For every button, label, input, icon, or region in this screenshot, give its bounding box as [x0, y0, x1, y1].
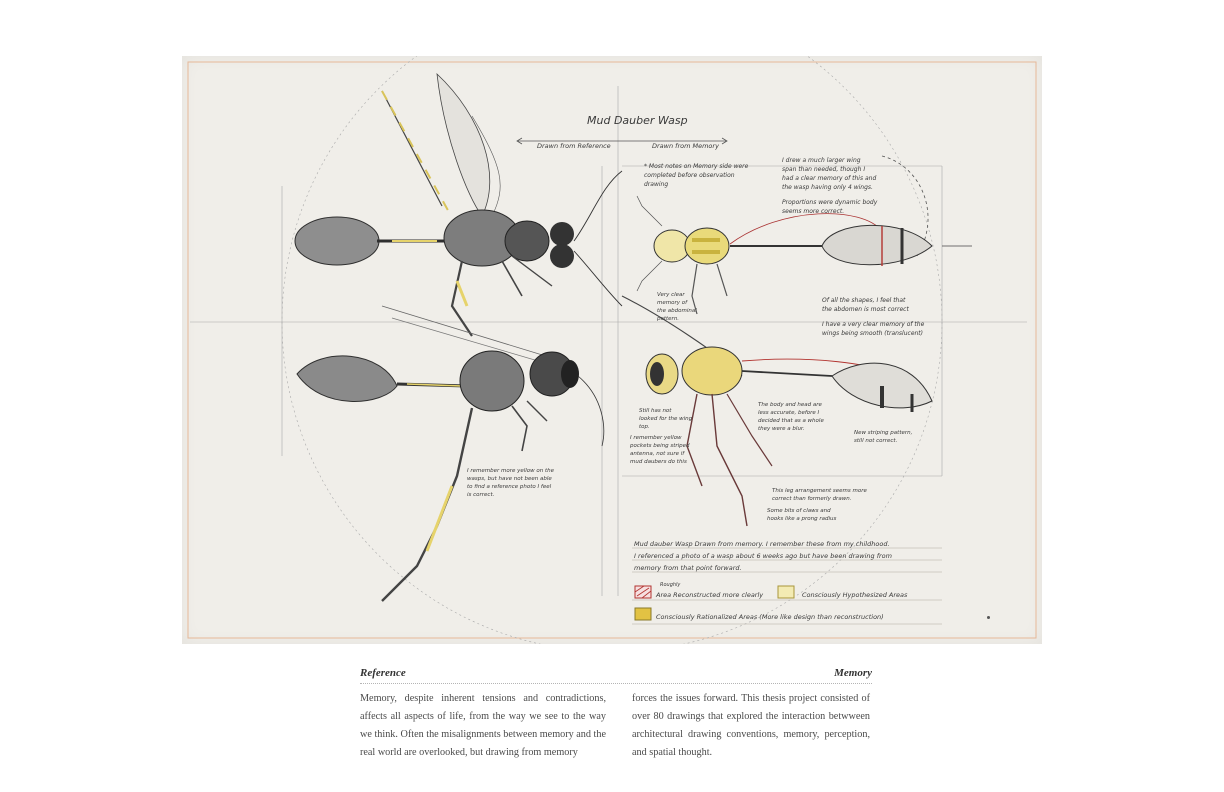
- body-text-left: Memory, despite inherent tensions and contradictions, affects all aspects of life, from the way we see to the way we think. Often the misalignments between memory and the real world are overlooked, but drawing from memory: [360, 693, 606, 758]
- reference-notes: [467, 468, 556, 498]
- caption-line-2: I referenced a photo of a wasp about 6 weeks ago but have been drawing from: [634, 552, 892, 560]
- note-12: This leg arrangement seems more correct than formerly drawn.: [772, 488, 867, 502]
- caption-line-3: memory from that point forward.: [634, 564, 742, 572]
- drawing-plate: [182, 56, 1042, 644]
- note-10: New striping pattern, still not correct.: [854, 430, 913, 444]
- note-11: I remember more yellow on the wasps, but have not been able to find a reference photo I feel is correct.: [467, 468, 555, 498]
- note-1: * Most notes on Memory side were completed before observation drawing: [644, 163, 749, 188]
- legend-rationalized-label: Consciously Rationalized Areas (More like design than reconstruction): [656, 613, 884, 621]
- note-7: Still has not looked for the wing top.: [639, 408, 693, 430]
- legend-red-label: Area Reconstructed more clearly: [656, 591, 764, 599]
- reference-label: Reference: [360, 667, 406, 679]
- caption-header-row: [360, 667, 872, 684]
- wasp-drawing: [182, 56, 1042, 644]
- note-8: I remember yellow pockets being striped antenna, not sure if mud daubers do this: [630, 435, 690, 465]
- memory-label: Memory: [834, 667, 872, 679]
- subtitle-right: Drawn from Memory: [652, 142, 719, 150]
- page-mark: [987, 616, 990, 619]
- body-text-right: forces the issues forward. This thesis project consisted of over 80 drawings that explored the interaction betwween architectural drawing conventions, memory, perception, and spatial thought.: [632, 693, 870, 758]
- subtitle-left: Drawn from Reference: [537, 142, 611, 150]
- reference-wasp-top: [295, 74, 622, 336]
- note-2: I drew a much larger wing span than needed, though I had a clear memory of this and the wasp having only 4 wings.: [782, 157, 877, 191]
- caption-line-1: Mud dauber Wasp Drawn from memory. I remember these from my childhood.: [634, 540, 890, 548]
- memory-notes: [629, 157, 926, 522]
- legend-rationalized-swatch: [635, 608, 651, 620]
- note-13: Some bits of claws and hooks like a prong radius: [767, 508, 837, 522]
- note-5: Of all the shapes, I feel that the abdomen is most correct: [822, 297, 909, 313]
- legend-hypothesized-label: Consciously Hypothesized Areas: [802, 591, 908, 599]
- reference-wasp-side: [297, 306, 604, 601]
- note-3: Proportions were dynamic body seems more correct.: [782, 199, 878, 215]
- note-9: The body and head are less accurate, before I decided that as a whole they were a blur.: [758, 402, 824, 432]
- legend-red-over: Roughly: [660, 582, 681, 588]
- drawing-frame: [188, 62, 1036, 638]
- drawing-title: Mud Dauber Wasp: [587, 114, 688, 127]
- note-4: Very clear memory of the abdominal pattern.: [657, 292, 697, 322]
- note-6: I have a very clear memory of the wings being smooth (translucent): [822, 321, 925, 337]
- legend-hypothesized-swatch: [778, 586, 794, 598]
- drawing-legend: [635, 582, 908, 621]
